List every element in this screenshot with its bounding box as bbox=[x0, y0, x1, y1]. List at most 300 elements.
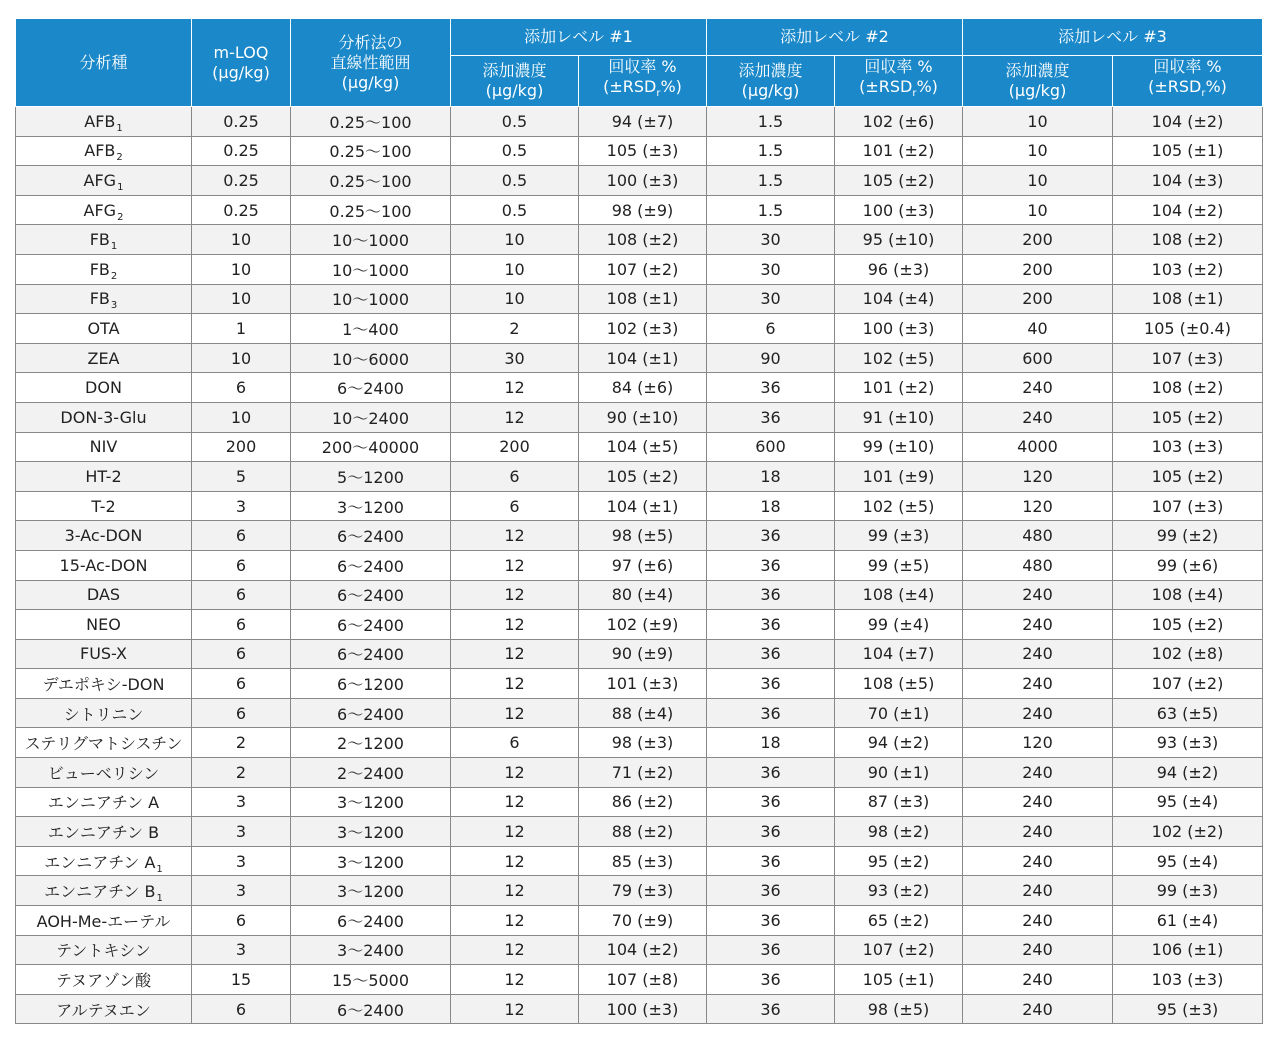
cell-l3r: 95 (±4) bbox=[1113, 846, 1263, 876]
cell-l2c: 36 bbox=[707, 669, 835, 699]
cell-l3r: 108 (±1) bbox=[1113, 284, 1263, 314]
cell-analyte: シトリニン bbox=[16, 698, 192, 728]
cell-l2c: 36 bbox=[707, 906, 835, 936]
cell-mloq: 10 bbox=[192, 284, 291, 314]
cell-analyte: アルテヌエン bbox=[16, 994, 192, 1024]
cell-range: 6～2400 bbox=[291, 521, 451, 551]
cell-range: 6～2400 bbox=[291, 580, 451, 610]
cell-mloq: 6 bbox=[192, 994, 291, 1024]
cell-l2c: 36 bbox=[707, 639, 835, 669]
cell-l3c: 200 bbox=[963, 254, 1113, 284]
cell-mloq: 6 bbox=[192, 373, 291, 403]
cell-l1c: 0.5 bbox=[451, 166, 579, 196]
cell-l2r: 104 (±7) bbox=[835, 639, 963, 669]
cell-l3r: 94 (±2) bbox=[1113, 758, 1263, 788]
cell-l3r: 105 (±2) bbox=[1113, 610, 1263, 640]
cell-l2c: 18 bbox=[707, 462, 835, 492]
cell-l1r: 104 (±1) bbox=[579, 343, 707, 373]
cell-range: 1～400 bbox=[291, 314, 451, 344]
cell-l3c: 240 bbox=[963, 935, 1113, 965]
cell-l3r: 105 (±0.4) bbox=[1113, 314, 1263, 344]
cell-l2c: 1.5 bbox=[707, 136, 835, 166]
cell-l1c: 12 bbox=[451, 610, 579, 640]
cell-l1r: 104 (±1) bbox=[579, 491, 707, 521]
cell-l1c: 12 bbox=[451, 876, 579, 906]
cell-l1r: 100 (±3) bbox=[579, 994, 707, 1024]
cell-analyte: 3-Ac-DON bbox=[16, 521, 192, 551]
cell-l2c: 18 bbox=[707, 491, 835, 521]
cell-l2c: 36 bbox=[707, 402, 835, 432]
cell-mloq: 10 bbox=[192, 402, 291, 432]
cell-analyte: $AFG_1$ bbox=[16, 166, 192, 196]
table-row bbox=[16, 195, 1263, 225]
cell-mloq: 6 bbox=[192, 550, 291, 580]
cell-l2r: 90 (±1) bbox=[835, 758, 963, 788]
cell-l2r: 102 (±5) bbox=[835, 491, 963, 521]
cell-l3r: 104 (±3) bbox=[1113, 166, 1263, 196]
cell-l2r: 101 (±9) bbox=[835, 462, 963, 492]
cell-l2c: 36 bbox=[707, 965, 835, 995]
cell-l2r: 99 (±3) bbox=[835, 521, 963, 551]
cell-analyte: FUS-X bbox=[16, 639, 192, 669]
cell-l1c: 6 bbox=[451, 462, 579, 492]
header-conc: 添加濃度 (µg/kg) bbox=[451, 56, 579, 107]
table-row bbox=[16, 225, 1263, 255]
cell-l1r: 79 (±3) bbox=[579, 876, 707, 906]
cell-l3c: 240 bbox=[963, 610, 1113, 640]
cell-range: 10～1000 bbox=[291, 254, 451, 284]
cell-l3c: 240 bbox=[963, 876, 1113, 906]
cell-l2c: 30 bbox=[707, 254, 835, 284]
cell-l3c: 240 bbox=[963, 787, 1113, 817]
header-level-3: 添加レベル #3 bbox=[963, 19, 1263, 56]
cell-range: 15～5000 bbox=[291, 965, 451, 995]
cell-range: 3～1200 bbox=[291, 491, 451, 521]
cell-l1c: 12 bbox=[451, 521, 579, 551]
cell-l2c: 600 bbox=[707, 432, 835, 462]
cell-l3c: 200 bbox=[963, 284, 1113, 314]
cell-l1r: 80 (±4) bbox=[579, 580, 707, 610]
cell-range: 2～1200 bbox=[291, 728, 451, 758]
cell-l1r: 85 (±3) bbox=[579, 846, 707, 876]
cell-range: 6～2400 bbox=[291, 698, 451, 728]
cell-l2r: 98 (±5) bbox=[835, 994, 963, 1024]
cell-l1r: 98 (±5) bbox=[579, 521, 707, 551]
table-row bbox=[16, 965, 1263, 995]
cell-l1r: 71 (±2) bbox=[579, 758, 707, 788]
cell-mloq: 6 bbox=[192, 669, 291, 699]
cell-l1r: 105 (±2) bbox=[579, 462, 707, 492]
cell-range: 3～1200 bbox=[291, 817, 451, 847]
cell-l1r: 104 (±5) bbox=[579, 432, 707, 462]
cell-l1r: 98 (±3) bbox=[579, 728, 707, 758]
cell-l3c: 4000 bbox=[963, 432, 1113, 462]
cell-l1c: 6 bbox=[451, 491, 579, 521]
cell-l1c: 200 bbox=[451, 432, 579, 462]
cell-l1r: 86 (±2) bbox=[579, 787, 707, 817]
cell-l1r: 107 (±8) bbox=[579, 965, 707, 995]
cell-mloq: 2 bbox=[192, 758, 291, 788]
cell-l1c: 12 bbox=[451, 846, 579, 876]
cell-range: 5～1200 bbox=[291, 462, 451, 492]
table-header bbox=[16, 19, 1263, 107]
header-analyte: 分析種 bbox=[16, 19, 192, 107]
cell-range: 6～1200 bbox=[291, 669, 451, 699]
cell-l2r: 100 (±3) bbox=[835, 314, 963, 344]
cell-l1r: 84 (±6) bbox=[579, 373, 707, 403]
cell-l3c: 240 bbox=[963, 846, 1113, 876]
cell-l3r: 99 (±6) bbox=[1113, 550, 1263, 580]
cell-l1c: 12 bbox=[451, 373, 579, 403]
header-recovery: 回収率 % $(\pm RSD_r\%)$ bbox=[579, 56, 707, 107]
cell-l2r: 99 (±10) bbox=[835, 432, 963, 462]
cell-l3c: 10 bbox=[963, 107, 1113, 137]
cell-l1c: 0.5 bbox=[451, 195, 579, 225]
table-body bbox=[16, 107, 1263, 1024]
table-row bbox=[16, 343, 1263, 373]
table-row bbox=[16, 166, 1263, 196]
header-level-2: 添加レベル #2 bbox=[707, 19, 963, 56]
table-row bbox=[16, 758, 1263, 788]
table-row bbox=[16, 846, 1263, 876]
table-row bbox=[16, 787, 1263, 817]
cell-range: 10～1000 bbox=[291, 225, 451, 255]
cell-l2c: 6 bbox=[707, 314, 835, 344]
cell-l1r: 70 (±9) bbox=[579, 906, 707, 936]
cell-range: 0.25～100 bbox=[291, 195, 451, 225]
cell-analyte: DON bbox=[16, 373, 192, 403]
cell-mloq: 5 bbox=[192, 462, 291, 492]
table-row bbox=[16, 314, 1263, 344]
cell-l1r: 88 (±2) bbox=[579, 817, 707, 847]
cell-l2r: 100 (±3) bbox=[835, 195, 963, 225]
cell-l2r: 108 (±4) bbox=[835, 580, 963, 610]
cell-l2c: 1.5 bbox=[707, 107, 835, 137]
cell-l3r: 99 (±2) bbox=[1113, 521, 1263, 551]
cell-mloq: 0.25 bbox=[192, 166, 291, 196]
table-row bbox=[16, 817, 1263, 847]
cell-l2r: 104 (±4) bbox=[835, 284, 963, 314]
cell-l2r: 65 (±2) bbox=[835, 906, 963, 936]
cell-l2r: 101 (±2) bbox=[835, 136, 963, 166]
header-conc: 添加濃度 (µg/kg) bbox=[963, 56, 1113, 107]
cell-range: 10～6000 bbox=[291, 343, 451, 373]
cell-analyte: $FB_2$ bbox=[16, 254, 192, 284]
table-row bbox=[16, 373, 1263, 403]
cell-l2c: 30 bbox=[707, 225, 835, 255]
cell-l3c: 240 bbox=[963, 639, 1113, 669]
cell-l2c: 1.5 bbox=[707, 166, 835, 196]
cell-l2r: 98 (±2) bbox=[835, 817, 963, 847]
cell-l2r: 87 (±3) bbox=[835, 787, 963, 817]
cell-range: 10～2400 bbox=[291, 402, 451, 432]
cell-l3r: 103 (±3) bbox=[1113, 432, 1263, 462]
cell-l2r: 70 (±1) bbox=[835, 698, 963, 728]
cell-l3c: 240 bbox=[963, 906, 1113, 936]
cell-mloq: 6 bbox=[192, 639, 291, 669]
cell-l2r: 102 (±6) bbox=[835, 107, 963, 137]
cell-mloq: 6 bbox=[192, 580, 291, 610]
cell-l3c: 120 bbox=[963, 491, 1113, 521]
cell-l1r: 102 (±3) bbox=[579, 314, 707, 344]
cell-l3c: 240 bbox=[963, 373, 1113, 403]
cell-analyte: OTA bbox=[16, 314, 192, 344]
cell-l2c: 36 bbox=[707, 935, 835, 965]
cell-analyte: NIV bbox=[16, 432, 192, 462]
cell-l3r: 61 (±4) bbox=[1113, 906, 1263, 936]
cell-l1c: 0.5 bbox=[451, 136, 579, 166]
cell-mloq: 6 bbox=[192, 906, 291, 936]
cell-l2c: 36 bbox=[707, 580, 835, 610]
cell-range: 0.25～100 bbox=[291, 136, 451, 166]
cell-l2c: 1.5 bbox=[707, 195, 835, 225]
cell-analyte: $FB_3$ bbox=[16, 284, 192, 314]
cell-l1r: 94 (±7) bbox=[579, 107, 707, 137]
cell-l2r: 101 (±2) bbox=[835, 373, 963, 403]
cell-l2c: 18 bbox=[707, 728, 835, 758]
cell-l3c: 120 bbox=[963, 728, 1113, 758]
cell-mloq: 6 bbox=[192, 698, 291, 728]
cell-mloq: 0.25 bbox=[192, 136, 291, 166]
cell-range: 3～2400 bbox=[291, 935, 451, 965]
table-row bbox=[16, 254, 1263, 284]
cell-l1c: 12 bbox=[451, 758, 579, 788]
cell-analyte: NEO bbox=[16, 610, 192, 640]
header-mloq: m-LOQ (µg/kg) bbox=[192, 19, 291, 107]
cell-l3r: 107 (±2) bbox=[1113, 669, 1263, 699]
table-row bbox=[16, 284, 1263, 314]
cell-l2c: 36 bbox=[707, 610, 835, 640]
cell-l2c: 36 bbox=[707, 994, 835, 1024]
cell-l1r: 101 (±3) bbox=[579, 669, 707, 699]
cell-l3r: 95 (±4) bbox=[1113, 787, 1263, 817]
cell-l3r: 105 (±1) bbox=[1113, 136, 1263, 166]
cell-l1r: 98 (±9) bbox=[579, 195, 707, 225]
cell-l3r: 95 (±3) bbox=[1113, 994, 1263, 1024]
header-recovery: 回収率 % $(\pm RSD_r\%)$ bbox=[1113, 56, 1263, 107]
cell-l1c: 0.5 bbox=[451, 107, 579, 137]
cell-l1r: 88 (±4) bbox=[579, 698, 707, 728]
cell-l3r: 99 (±3) bbox=[1113, 876, 1263, 906]
cell-l2r: 99 (±5) bbox=[835, 550, 963, 580]
cell-mloq: 10 bbox=[192, 225, 291, 255]
cell-analyte: T-2 bbox=[16, 491, 192, 521]
cell-analyte: AOH-Me-エーテル bbox=[16, 906, 192, 936]
table-row bbox=[16, 550, 1263, 580]
cell-l1c: 12 bbox=[451, 550, 579, 580]
cell-mloq: 0.25 bbox=[192, 195, 291, 225]
header-level-1: 添加レベル #1 bbox=[451, 19, 707, 56]
cell-mloq: 200 bbox=[192, 432, 291, 462]
cell-range: 10～1000 bbox=[291, 284, 451, 314]
cell-l1c: 12 bbox=[451, 669, 579, 699]
cell-l3c: 200 bbox=[963, 225, 1113, 255]
table-row bbox=[16, 698, 1263, 728]
cell-l3r: 103 (±3) bbox=[1113, 965, 1263, 995]
cell-analyte: エンニアチン A bbox=[16, 787, 192, 817]
cell-l3c: 240 bbox=[963, 698, 1113, 728]
cell-analyte: ZEA bbox=[16, 343, 192, 373]
cell-l3r: 105 (±2) bbox=[1113, 462, 1263, 492]
cell-mloq: 10 bbox=[192, 343, 291, 373]
cell-l3c: 480 bbox=[963, 521, 1113, 551]
cell-mloq: 6 bbox=[192, 521, 291, 551]
table-row bbox=[16, 136, 1263, 166]
cell-l2r: 96 (±3) bbox=[835, 254, 963, 284]
cell-l3r: 107 (±3) bbox=[1113, 343, 1263, 373]
cell-mloq: 3 bbox=[192, 876, 291, 906]
cell-l1c: 10 bbox=[451, 284, 579, 314]
cell-analyte: $AFB_2$ bbox=[16, 136, 192, 166]
header-linear-range: 分析法の 直線性範囲 (µg/kg) bbox=[291, 19, 451, 107]
cell-l1c: 12 bbox=[451, 639, 579, 669]
cell-l1c: 6 bbox=[451, 728, 579, 758]
cell-mloq: 3 bbox=[192, 846, 291, 876]
cell-l1c: 2 bbox=[451, 314, 579, 344]
cell-l1c: 12 bbox=[451, 698, 579, 728]
table-row bbox=[16, 432, 1263, 462]
cell-l1c: 12 bbox=[451, 965, 579, 995]
cell-l3c: 240 bbox=[963, 994, 1113, 1024]
cell-analyte: DON-3-Glu bbox=[16, 402, 192, 432]
table-row bbox=[16, 906, 1263, 936]
cell-l2c: 36 bbox=[707, 846, 835, 876]
cell-l1c: 12 bbox=[451, 935, 579, 965]
cell-l2c: 36 bbox=[707, 521, 835, 551]
cell-l3c: 40 bbox=[963, 314, 1113, 344]
cell-l2r: 95 (±2) bbox=[835, 846, 963, 876]
cell-l3r: 108 (±2) bbox=[1113, 373, 1263, 403]
cell-l2r: 105 (±1) bbox=[835, 965, 963, 995]
table-row bbox=[16, 610, 1263, 640]
cell-l3r: 105 (±2) bbox=[1113, 402, 1263, 432]
cell-analyte: テントキシン bbox=[16, 935, 192, 965]
cell-range: 3～1200 bbox=[291, 787, 451, 817]
cell-mloq: 10 bbox=[192, 254, 291, 284]
cell-analyte: ビューベリシン bbox=[16, 758, 192, 788]
cell-l2c: 36 bbox=[707, 817, 835, 847]
cell-l3r: 104 (±2) bbox=[1113, 107, 1263, 137]
cell-l1c: 10 bbox=[451, 254, 579, 284]
cell-l2r: 94 (±2) bbox=[835, 728, 963, 758]
cell-l3c: 10 bbox=[963, 195, 1113, 225]
cell-l2r: 107 (±2) bbox=[835, 935, 963, 965]
cell-l1c: 10 bbox=[451, 225, 579, 255]
cell-l3c: 240 bbox=[963, 965, 1113, 995]
cell-l2r: 99 (±4) bbox=[835, 610, 963, 640]
header-conc: 添加濃度 (µg/kg) bbox=[707, 56, 835, 107]
cell-analyte: ステリグマトシスチン bbox=[16, 728, 192, 758]
table-row bbox=[16, 669, 1263, 699]
cell-l2c: 36 bbox=[707, 876, 835, 906]
table-row bbox=[16, 107, 1263, 137]
cell-l1r: 105 (±3) bbox=[579, 136, 707, 166]
cell-l3r: 106 (±1) bbox=[1113, 935, 1263, 965]
cell-analyte: $FB_1$ bbox=[16, 225, 192, 255]
cell-l1r: 108 (±1) bbox=[579, 284, 707, 314]
cell-l1c: 12 bbox=[451, 402, 579, 432]
cell-l2c: 36 bbox=[707, 758, 835, 788]
recovery-table bbox=[15, 18, 1263, 1024]
cell-mloq: 6 bbox=[192, 610, 291, 640]
cell-mloq: 3 bbox=[192, 935, 291, 965]
cell-l3c: 240 bbox=[963, 758, 1113, 788]
cell-l3c: 120 bbox=[963, 462, 1113, 492]
cell-l2r: 102 (±5) bbox=[835, 343, 963, 373]
cell-l1c: 12 bbox=[451, 817, 579, 847]
table-row bbox=[16, 521, 1263, 551]
cell-range: 6～2400 bbox=[291, 610, 451, 640]
cell-l1r: 102 (±9) bbox=[579, 610, 707, 640]
cell-analyte: DAS bbox=[16, 580, 192, 610]
cell-mloq: 1 bbox=[192, 314, 291, 344]
cell-analyte: エンニアチン B bbox=[16, 817, 192, 847]
cell-l3r: 108 (±2) bbox=[1113, 225, 1263, 255]
cell-l2r: 91 (±10) bbox=[835, 402, 963, 432]
cell-l2c: 36 bbox=[707, 550, 835, 580]
cell-l1c: 12 bbox=[451, 580, 579, 610]
cell-range: 2～2400 bbox=[291, 758, 451, 788]
cell-l3c: 10 bbox=[963, 166, 1113, 196]
table-row bbox=[16, 402, 1263, 432]
cell-mloq: 3 bbox=[192, 491, 291, 521]
cell-l3c: 480 bbox=[963, 550, 1113, 580]
cell-range: 6～2400 bbox=[291, 373, 451, 403]
table-row bbox=[16, 935, 1263, 965]
cell-l1r: 90 (±9) bbox=[579, 639, 707, 669]
cell-l1r: 100 (±3) bbox=[579, 166, 707, 196]
cell-mloq: 2 bbox=[192, 728, 291, 758]
cell-analyte: $AFB_1$ bbox=[16, 107, 192, 137]
cell-mloq: 3 bbox=[192, 817, 291, 847]
cell-analyte: テヌアゾン酸 bbox=[16, 965, 192, 995]
cell-l2c: 90 bbox=[707, 343, 835, 373]
cell-l3r: 107 (±3) bbox=[1113, 491, 1263, 521]
cell-analyte: デエポキシ-DON bbox=[16, 669, 192, 699]
cell-range: 6～2400 bbox=[291, 550, 451, 580]
cell-l2r: 95 (±10) bbox=[835, 225, 963, 255]
cell-range: 6～2400 bbox=[291, 639, 451, 669]
cell-l3c: 240 bbox=[963, 817, 1113, 847]
cell-l3c: 240 bbox=[963, 580, 1113, 610]
cell-l1c: 30 bbox=[451, 343, 579, 373]
cell-l2r: 93 (±2) bbox=[835, 876, 963, 906]
cell-l2c: 36 bbox=[707, 787, 835, 817]
cell-mloq: 3 bbox=[192, 787, 291, 817]
cell-l2c: 36 bbox=[707, 373, 835, 403]
cell-mloq: 0.25 bbox=[192, 107, 291, 137]
cell-range: 6～2400 bbox=[291, 906, 451, 936]
cell-l3r: 102 (±2) bbox=[1113, 817, 1263, 847]
cell-l1r: 97 (±6) bbox=[579, 550, 707, 580]
cell-range: 3～1200 bbox=[291, 846, 451, 876]
cell-analyte: エンニアチン $A_1$ bbox=[16, 846, 192, 876]
cell-l3c: 240 bbox=[963, 669, 1113, 699]
cell-range: 6～2400 bbox=[291, 994, 451, 1024]
table-row bbox=[16, 639, 1263, 669]
cell-l3r: 104 (±2) bbox=[1113, 195, 1263, 225]
cell-analyte: HT-2 bbox=[16, 462, 192, 492]
cell-l2c: 36 bbox=[707, 698, 835, 728]
cell-analyte: 15-Ac-DON bbox=[16, 550, 192, 580]
cell-l1r: 104 (±2) bbox=[579, 935, 707, 965]
table-row bbox=[16, 491, 1263, 521]
cell-l3r: 93 (±3) bbox=[1113, 728, 1263, 758]
table-row bbox=[16, 462, 1263, 492]
cell-l2r: 105 (±2) bbox=[835, 166, 963, 196]
cell-l3c: 240 bbox=[963, 402, 1113, 432]
cell-range: 3～1200 bbox=[291, 876, 451, 906]
